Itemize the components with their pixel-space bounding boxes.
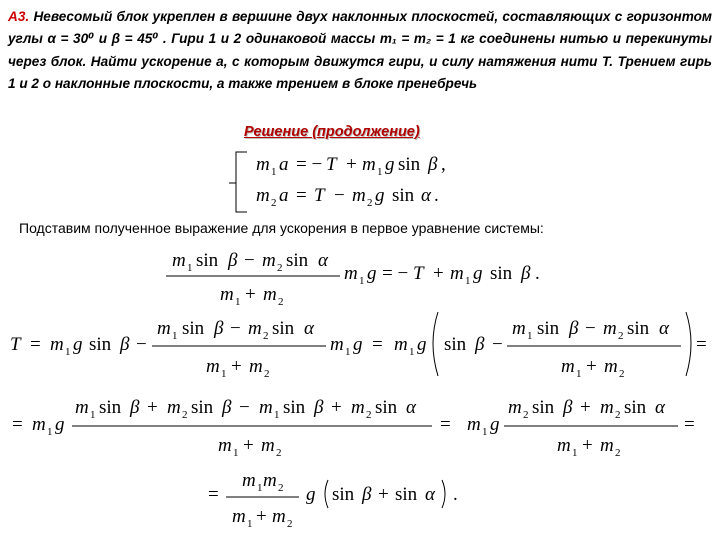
svg-text:1: 1 (377, 166, 383, 178)
svg-text:g: g (353, 334, 363, 355)
svg-text:=: = (684, 414, 695, 435)
svg-text:sin: sin (191, 397, 214, 418)
equation-tension-1 (10, 312, 707, 380)
svg-text:=: = (372, 334, 383, 355)
svg-text:m: m (362, 154, 376, 175)
svg-text:a: a (279, 185, 289, 206)
svg-text:β: β (120, 334, 130, 355)
svg-text:m: m (262, 250, 276, 271)
svg-text:sin: sin (375, 397, 398, 418)
svg-text:g: g (375, 185, 385, 206)
svg-text:m: m (263, 470, 277, 491)
svg-text:2: 2 (277, 262, 283, 274)
svg-text:2: 2 (271, 197, 277, 209)
svg-text:2: 2 (264, 368, 270, 380)
svg-text:β: β (130, 397, 140, 418)
svg-text:+: + (231, 356, 242, 377)
system-eq-1 (256, 154, 446, 178)
svg-text:=: = (296, 185, 307, 206)
solution-heading: Решение (продолжение) (244, 124, 420, 140)
svg-text:1: 1 (172, 330, 178, 342)
svg-text:β: β (428, 154, 438, 175)
svg-text:T: T (413, 263, 424, 284)
svg-text:g: g (306, 484, 316, 505)
svg-text:α: α (659, 318, 669, 339)
svg-text:g: g (417, 334, 427, 355)
svg-text:m: m (352, 185, 366, 206)
svg-text:α: α (318, 250, 328, 271)
svg-text:m: m (603, 318, 617, 339)
svg-text:m: m (248, 318, 262, 339)
svg-text:1: 1 (409, 346, 415, 358)
svg-text:= −: = − (382, 263, 409, 284)
svg-text:a: a (279, 154, 289, 175)
svg-text:α: α (421, 185, 431, 206)
equation-system (229, 152, 446, 212)
svg-text:sin: sin (398, 154, 421, 175)
svg-text:2: 2 (615, 409, 621, 421)
svg-text:1: 1 (576, 368, 582, 380)
svg-text:1: 1 (47, 426, 53, 438)
svg-text:sin: sin (532, 397, 555, 418)
svg-text:m: m (600, 435, 614, 456)
svg-text:sin: sin (395, 484, 418, 505)
svg-text:m: m (263, 284, 277, 305)
system-eq-2 (256, 185, 439, 209)
svg-text:m: m (249, 356, 263, 377)
svg-text:−: − (585, 318, 596, 339)
svg-text:+: + (433, 263, 444, 284)
svg-text:2: 2 (618, 330, 624, 342)
svg-text:−: − (244, 250, 255, 271)
svg-text:α: α (406, 397, 416, 418)
svg-text:1: 1 (572, 447, 578, 459)
svg-text:−: − (239, 397, 250, 418)
svg-text:−: − (230, 318, 241, 339)
svg-text:1: 1 (271, 166, 277, 178)
svg-text:m: m (206, 356, 220, 377)
svg-text:+: + (147, 397, 158, 418)
svg-text:2: 2 (276, 447, 282, 459)
problem-text: Невесомый блок укреплен в вершине двух наклонных плоскостей, составляющих с горизонтом углы α = 30⁰ и β = 45⁰ . Гири 1 и 2 одинаковой массы m₁ = m₂ = 1 кг соединены нитью и перекинуты через блок. Найти ускорение а, с которым движутся гири, и силу натяжения нити T. Трением гирь 1 и 2 о наклонные плоскости, а также трением в блоке пренебречь (8, 9, 712, 92)
svg-text:m: m (561, 356, 575, 377)
svg-text:sin: sin (99, 397, 122, 418)
svg-text:2: 2 (366, 409, 372, 421)
system-brace (229, 152, 247, 212)
svg-text:1: 1 (187, 262, 193, 274)
svg-text:T: T (314, 185, 325, 206)
svg-text:g: g (385, 154, 395, 175)
svg-text:1: 1 (247, 518, 253, 530)
svg-text:sin: sin (332, 484, 355, 505)
svg-text:m: m (394, 334, 408, 355)
svg-text:1: 1 (65, 346, 71, 358)
svg-text:sin: sin (392, 185, 415, 206)
svg-text:sin: sin (490, 263, 513, 284)
svg-text:m: m (157, 318, 171, 339)
svg-text:=: = (30, 334, 41, 355)
svg-text:m: m (256, 185, 270, 206)
svg-text:sin: sin (444, 334, 467, 355)
svg-text:+: + (582, 435, 593, 456)
svg-text:sin: sin (89, 334, 112, 355)
svg-text:β: β (362, 484, 372, 505)
svg-text:=: = (208, 484, 219, 505)
svg-text:g: g (73, 334, 83, 355)
svg-text:α: α (304, 318, 314, 339)
svg-text:1: 1 (233, 447, 239, 459)
svg-text:1: 1 (482, 426, 488, 438)
svg-text:m: m (172, 250, 186, 271)
svg-text:β: β (228, 250, 238, 271)
svg-text:m: m (259, 397, 273, 418)
svg-text:+: + (243, 435, 254, 456)
svg-text:T: T (326, 154, 337, 175)
svg-text:β: β (214, 318, 224, 339)
svg-text:m: m (242, 470, 256, 491)
svg-text:1: 1 (527, 330, 533, 342)
svg-text:2: 2 (182, 409, 188, 421)
svg-text:m: m (218, 435, 232, 456)
equation-tension-2 (12, 397, 695, 459)
svg-text:1: 1 (274, 409, 280, 421)
svg-text:sin: sin (624, 397, 647, 418)
svg-text:1: 1 (235, 296, 241, 308)
equation-tension-3 (208, 470, 458, 530)
svg-text:β: β (475, 334, 485, 355)
svg-text:m: m (604, 356, 618, 377)
svg-text:m: m (220, 284, 234, 305)
svg-text:m: m (351, 397, 365, 418)
svg-text:m: m (557, 435, 571, 456)
svg-text:2: 2 (523, 409, 529, 421)
svg-text:m: m (512, 318, 526, 339)
svg-text:sin: sin (627, 318, 650, 339)
svg-text:+: + (346, 154, 357, 175)
svg-text:m: m (75, 397, 89, 418)
svg-text:sin: sin (196, 250, 219, 271)
svg-text:1: 1 (257, 482, 263, 494)
svg-text:+: + (378, 484, 389, 505)
svg-text:β: β (222, 397, 232, 418)
svg-text:g: g (55, 414, 65, 435)
svg-text:1: 1 (359, 275, 365, 287)
svg-text:= −: = − (296, 154, 323, 175)
problem-label: А3. (8, 9, 30, 24)
svg-text:=: = (696, 334, 707, 355)
svg-text:m: m (261, 435, 275, 456)
svg-text:m: m (330, 334, 344, 355)
svg-text:−: − (334, 185, 345, 206)
svg-text:m: m (467, 414, 481, 435)
svg-text:+: + (256, 506, 267, 527)
svg-text:=: = (12, 414, 23, 435)
svg-text:β: β (521, 263, 531, 284)
svg-text:T: T (10, 334, 21, 355)
svg-text:m: m (167, 397, 181, 418)
svg-text:m: m (272, 506, 286, 527)
svg-text:+: + (580, 397, 591, 418)
svg-text:sin: sin (182, 318, 205, 339)
svg-text:g: g (490, 414, 500, 435)
svg-text:+: + (331, 397, 342, 418)
svg-text:1: 1 (90, 409, 96, 421)
svg-text:m: m (50, 334, 64, 355)
svg-text:β: β (569, 318, 579, 339)
svg-text:sin: sin (272, 318, 295, 339)
svg-text:.: . (535, 263, 540, 284)
svg-text:sin: sin (283, 397, 306, 418)
svg-text:2: 2 (263, 330, 269, 342)
svg-text:−: − (136, 334, 147, 355)
svg-text:β: β (314, 397, 324, 418)
equation-substitution (166, 250, 540, 308)
svg-text:m: m (450, 263, 464, 284)
svg-text:.: . (453, 484, 458, 505)
solution-intro: Подставим полученное выражение для ускорения в первое уравнение системы: (19, 220, 544, 236)
svg-text:m: m (600, 397, 614, 418)
svg-text:sin: sin (537, 318, 560, 339)
svg-text:+: + (586, 356, 597, 377)
svg-text:m: m (508, 397, 522, 418)
svg-text:1: 1 (221, 368, 227, 380)
svg-text:m: m (344, 263, 358, 284)
svg-text:β: β (563, 397, 573, 418)
svg-text:m: m (256, 154, 270, 175)
svg-text:.: . (434, 185, 439, 206)
svg-text:,: , (441, 154, 446, 175)
svg-text:2: 2 (278, 296, 284, 308)
svg-text:=: = (440, 414, 451, 435)
svg-text:g: g (367, 263, 377, 284)
svg-text:1: 1 (345, 346, 351, 358)
svg-text:2: 2 (278, 482, 284, 494)
svg-text:sin: sin (286, 250, 309, 271)
svg-text:1: 1 (465, 275, 471, 287)
svg-text:m: m (32, 414, 46, 435)
svg-text:2: 2 (619, 368, 625, 380)
svg-text:−: − (492, 334, 503, 355)
svg-text:α: α (425, 484, 435, 505)
svg-text:2: 2 (287, 518, 293, 530)
svg-text:2: 2 (367, 197, 373, 209)
svg-text:α: α (655, 397, 665, 418)
svg-text:g: g (473, 263, 483, 284)
svg-text:2: 2 (615, 447, 621, 459)
svg-text:m: m (232, 506, 246, 527)
svg-text:+: + (245, 284, 256, 305)
